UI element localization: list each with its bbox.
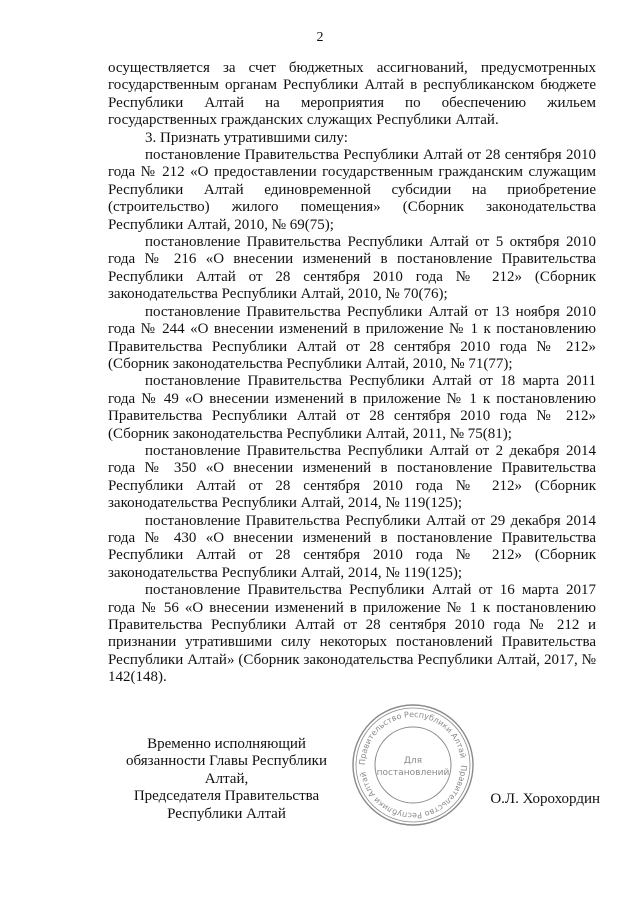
seal-center-text: Для	[403, 756, 423, 766]
document-body	[108, 60, 596, 687]
official-seal-stamp	[350, 702, 476, 828]
paragraph: постановление Правительства Республики Алтай от 16 марта 2017 года № 56 «О внесении изменений в приложение № 1 к постановлению Правительства Республики Алтай от 28 сентября 2010 года № 212 и признании утратившими силу некоторых постановлений Правительства Республики Алтай» (Сборник законодательства Республики Алтай, 2017, № 142(148).	[108, 582, 596, 686]
seal-ring-text: Правительство Республики Алтай	[357, 709, 468, 766]
signature-title-line: обязанности Главы Республики Алтай,	[125, 753, 327, 787]
signatory-name: О.Л. Хорохордин	[490, 791, 600, 807]
paragraph: постановление Правительства Республики Алтай от 28 сентября 2010 года № 212 «О предоставлении государственным гражданским служащим Республики Алтай единовременной субсидии на приобретение (строительство) жилого помещения» (Сборник законодательства Республики Алтай, 2010, № 69(75);	[108, 147, 596, 233]
paragraph: постановление Правительства Республики Алтай от 2 декабря 2014 года № 350 «О внесении изменений в постановление Правительства Республики Алтай от 28 сентября 2010 года № 212» (Сборник законодательства Республики Алтай, 2014, № 119(125);	[108, 442, 596, 512]
paragraph: постановление Правительства Республики Алтай от 29 декабря 2014 года № 430 «О внесении изменений в постановление Правительства Республики Алтай от 28 сентября 2010 года № 212» (Сборник законодательства Республики Алтай, 2014, № 119(125);	[108, 512, 596, 581]
paragraph: постановление Правительства Республики Алтай от 18 марта 2011 года № 49 «О внесении изменений в приложение № 1 к постановлению Правительства Республики Алтай от 28 сентября 2010 года № 212» (Сборник законодательства Республики Алтай, 2011, № 75(81);	[108, 373, 596, 442]
signature-title-line: Временно исполняющий	[147, 736, 306, 752]
page-number: 2	[316, 30, 324, 45]
paragraph: постановление Правительства Республики Алтай от 13 ноября 2010 года № 244 «О внесении изменений в приложение № 1 к постановлению Правительства Республики Алтай от 28 сентября 2010 года № 212» (Сборник законодательства Республики Алтай, 2010, № 71(77);	[108, 303, 596, 372]
seal-center-text: постановлений	[376, 768, 450, 778]
paragraph: осуществляется за счет бюджетных ассигнований, предусмотренных государственным органам Республики Алтай в республиканском бюджете Республики Алтай на мероприятия по обеспечению жильем государственных гражданских служащих Республики Алтай.	[108, 60, 596, 129]
seal-ring-text-repeat: Правительство Республики Алтай	[358, 764, 469, 821]
signature-title-line: Республики Алтай	[167, 805, 286, 822]
signature-title-line: Председателя Правительства	[133, 788, 320, 805]
signature-block	[104, 736, 349, 823]
paragraph: 3. Признать утратившими силу:	[145, 129, 348, 146]
paragraph: постановление Правительства Республики Алтай от 5 октября 2010 года № 216 «О внесении изменений в постановление Правительства Республики Алтай от 28 сентября 2010 года № 212» (Сборник законодательства Республики Алтай, 2010, № 70(76);	[108, 234, 596, 303]
